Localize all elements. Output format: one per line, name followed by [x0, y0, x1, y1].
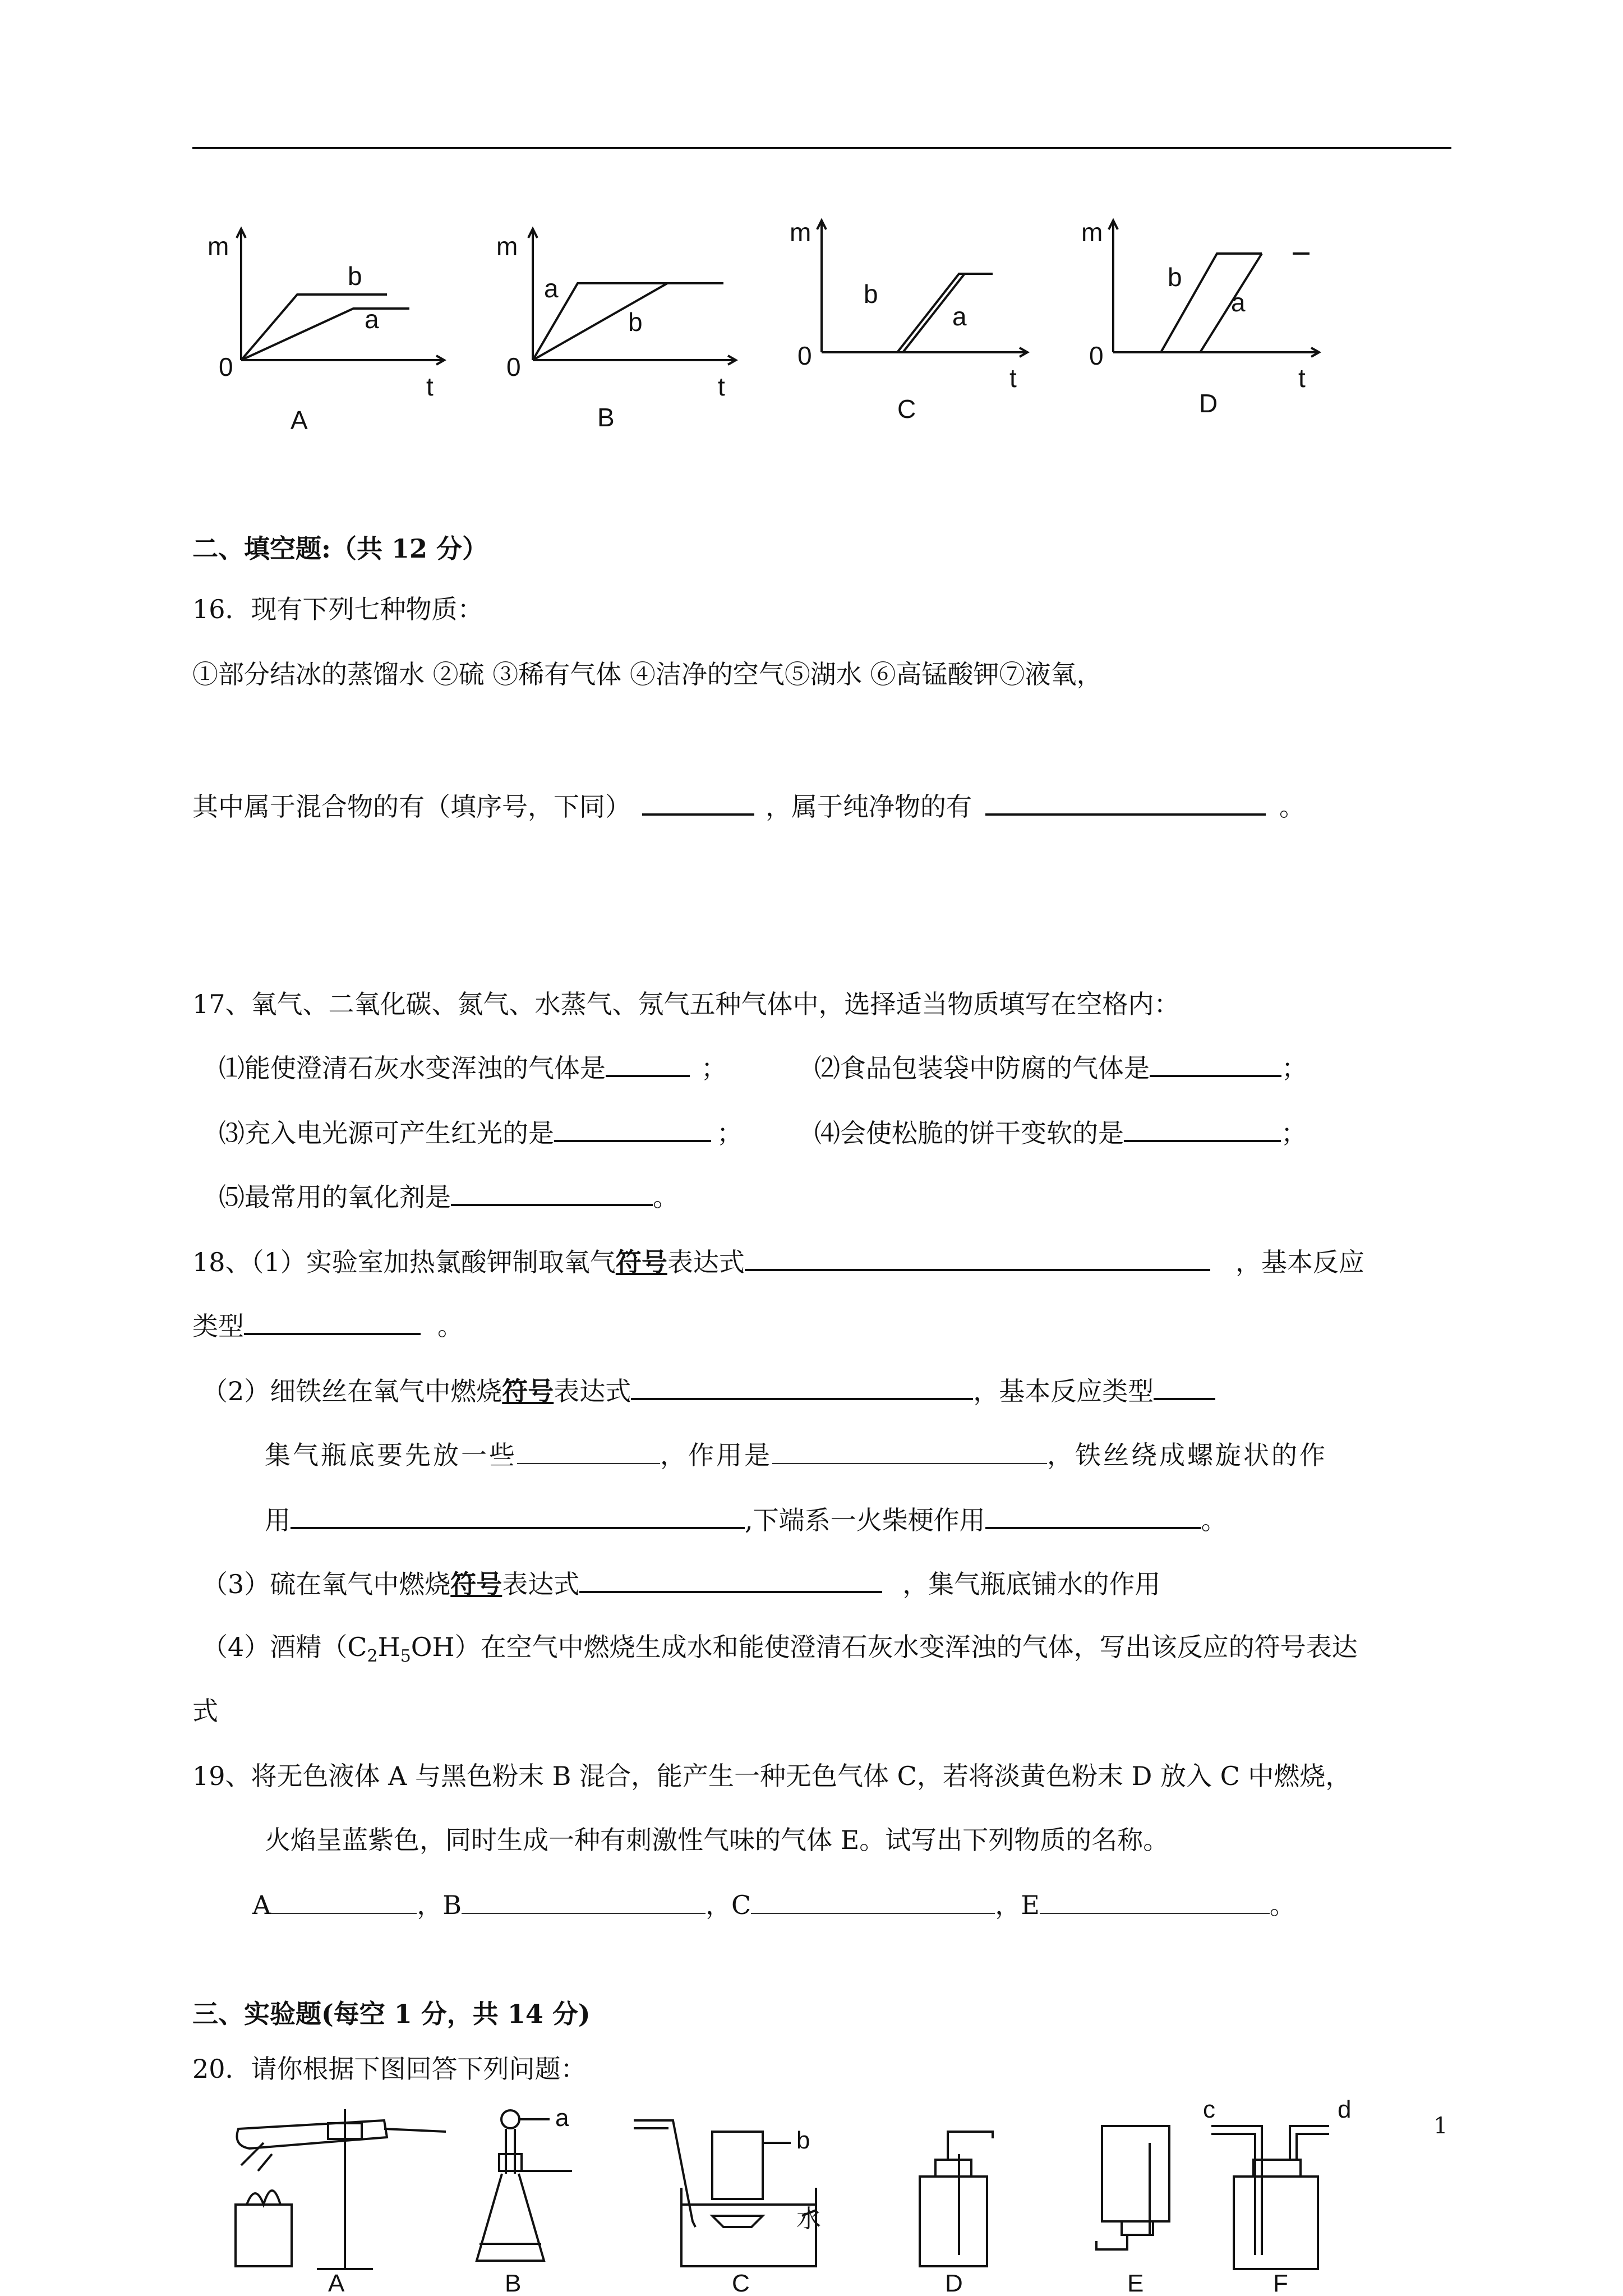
graph-a: [237, 229, 444, 365]
q18-line3: [202, 1373, 1215, 1408]
graph-c-letter: C: [897, 394, 916, 424]
q18-blank-2-function[interactable]: [772, 1438, 1047, 1464]
q17-p3-text: ⑶充入电光源可产生红光的是: [219, 1118, 554, 1148]
q19-c: ，C: [706, 1890, 751, 1920]
q18-blank-2-bottle[interactable]: [517, 1438, 660, 1464]
q16-prompt-mixture: 其中属于混合物的有（填序号，下同）: [192, 792, 631, 822]
apparatus-mark-water: 水: [796, 2205, 821, 2233]
q19-line1: 19、将无色液体 A 与黑色粉末 B 混合，能产生一种无色气体 C，若将淡黄色粉末 D 放入 C 中燃烧，: [192, 1761, 1352, 1791]
graph-b-m: m: [496, 232, 518, 261]
q20-line: 20．请你根据下图回答下列问题：: [192, 2054, 587, 2084]
apparatus-label-c: C: [732, 2270, 750, 2294]
q16-blank-pure[interactable]: [985, 789, 1266, 816]
q18-blank-1-type[interactable]: [244, 1308, 421, 1335]
graph-b-b: b: [628, 307, 643, 337]
q17-part4: [814, 1115, 1307, 1150]
q18-blank-3-expr[interactable]: [579, 1566, 882, 1593]
q18-2-expr: 表达式: [554, 1376, 631, 1406]
q18-2-type: ，基本反应类型: [973, 1376, 1154, 1406]
q19-blank-e[interactable]: [1040, 1888, 1270, 1914]
apparatus-label-f: F: [1273, 2270, 1288, 2294]
q17-part1: [219, 1050, 727, 1085]
q16-prompt-pure: ，属于纯净物的有: [766, 792, 972, 822]
q18-3-water: ，集气瓶底铺水的作用: [902, 1569, 1161, 1599]
q18-2-fuhao: 符号: [502, 1376, 554, 1406]
section3-title: 三、实验题(每空 1 分，共 14 分): [192, 1999, 591, 2029]
apparatus-label-d: D: [945, 2270, 963, 2294]
q19-e: ，E: [995, 1890, 1040, 1920]
q17-blank-5[interactable]: [451, 1179, 653, 1206]
q18-2-end: 。: [1201, 1505, 1227, 1535]
q19-end: 。: [1269, 1890, 1295, 1920]
q18-line7: [202, 1630, 1358, 1673]
apparatus-e: [1096, 2126, 1169, 2249]
graph-a-a: a: [365, 305, 379, 334]
q18-3-fuhao: 符号: [450, 1569, 502, 1599]
q18-blank-2-spiral[interactable]: [291, 1502, 745, 1529]
graph-a-t: t: [426, 372, 434, 401]
apparatus-c: [634, 2120, 816, 2266]
q17-p4-semi: ；: [1281, 1118, 1307, 1148]
q17-intro: 17、氧气、二氧化碳、氮气、水蒸气、氖气五种气体中，选择适当物质填写在空格内：: [192, 989, 1180, 1019]
q17-p4-text: ⑷会使松脆的饼干变软的是: [814, 1118, 1124, 1148]
q18-1-type: ，基本反应: [1235, 1247, 1364, 1277]
q18-2-match-text: ,下端系一火柴梗作用: [745, 1505, 985, 1535]
q19-line3: [252, 1888, 1295, 1922]
graph-d-m: m: [1081, 218, 1103, 247]
q16-blank-mixture[interactable]: [642, 789, 754, 816]
q16-line3: [192, 789, 1305, 823]
q18-2-text: （2）细铁丝在氧气中燃烧: [202, 1376, 502, 1406]
q18-1-type-label: 类型: [192, 1311, 244, 1341]
graph-d-t: t: [1298, 364, 1306, 393]
graph-c-a: a: [952, 302, 967, 331]
q18-2-bottle-text: 集气瓶底要先放一些: [265, 1440, 517, 1470]
q18-2-spiral-text: ，铁丝绕成螺旋状的作: [1047, 1440, 1327, 1470]
graph-b-t: t: [718, 372, 725, 401]
graph-c-line-b: [822, 274, 993, 352]
graph-d: [1109, 220, 1319, 357]
q18-1-fuhao: 符号: [615, 1247, 667, 1277]
q18-line1: [192, 1244, 1364, 1279]
graph-c-o: 0: [797, 341, 812, 370]
q18-line5: [265, 1502, 1227, 1537]
q17-p3-semi: ；: [717, 1118, 743, 1148]
graph-d-letter: D: [1199, 389, 1218, 418]
graph-a-m: m: [208, 232, 229, 261]
q17-p5-text: ⑸最常用的氧化剂是: [219, 1182, 451, 1212]
graph-d-a: a: [1231, 288, 1246, 317]
q19-line2: 火焰呈蓝紫色，同时生成一种有刺激性气味的气体 E。试写出下列物质的名称。: [265, 1825, 1169, 1855]
q18-blank-1-expr[interactable]: [745, 1244, 1210, 1271]
q16-line2: ①部分结冰的蒸馏水 ②硫 ③稀有气体 ④洁净的空气⑤湖水 ⑥高锰酸钾⑦液氧，: [192, 659, 1103, 689]
graph-d-b: b: [1168, 263, 1182, 292]
q18-line2: [192, 1308, 463, 1343]
graph-b-letter: B: [597, 403, 615, 432]
q17-p2-text: ⑵食品包装袋中防腐的气体是: [814, 1053, 1150, 1083]
graph-a-b: b: [348, 261, 362, 291]
q18-3-expr: 表达式: [502, 1569, 580, 1599]
q18-2-use: 用: [265, 1505, 291, 1535]
q18-1-end: 。: [437, 1311, 463, 1341]
header-rule: [192, 147, 1451, 149]
graph-d-o: 0: [1089, 341, 1104, 370]
q16-end: 。: [1279, 792, 1305, 822]
graph-c: [817, 220, 1027, 357]
q18-1-expr: 表达式: [667, 1247, 745, 1277]
q18-line8: 式: [192, 1696, 218, 1726]
q19-a: A: [252, 1890, 271, 1920]
q19-blank-c[interactable]: [751, 1888, 995, 1914]
q17-p1-text: ⑴能使澄清石灰水变浑浊的气体是: [219, 1053, 606, 1083]
q17-p2-semi: ；: [1281, 1053, 1307, 1083]
apparatus-label-b: B: [505, 2270, 522, 2294]
q17-part2: [814, 1050, 1307, 1085]
q18-4-text-mid: H: [377, 1632, 400, 1662]
graphs-figure: [185, 213, 1363, 449]
q18-4-sub1: 2: [367, 1646, 378, 1667]
graph-c-t: t: [1009, 364, 1017, 393]
apparatus-mark-b: b: [796, 2127, 810, 2154]
apparatus-mark-d: d: [1338, 2098, 1352, 2123]
q18-line6: [202, 1566, 1160, 1601]
graph-b-a: a: [544, 274, 559, 303]
page-number: 1: [1433, 2113, 1448, 2139]
q18-4-text-b: OH）在空气中燃烧生成水和能使澄清石灰水变浑浊的气体，写出该反应的符号表达: [411, 1632, 1358, 1662]
q19-blank-b[interactable]: [462, 1888, 706, 1914]
apparatus-f: [1211, 2126, 1329, 2269]
graph-a-o: 0: [219, 352, 233, 381]
q19-blank-a[interactable]: [271, 1888, 417, 1914]
graph-a-letter: A: [291, 406, 308, 435]
q17-blank-2[interactable]: [1150, 1050, 1281, 1077]
apparatus-d: [920, 2132, 993, 2266]
graph-b-o: 0: [506, 352, 521, 381]
q17-p1-semi: ；: [701, 1053, 727, 1083]
apparatus-mark-c: c: [1203, 2098, 1215, 2123]
q17-blank-3[interactable]: [554, 1115, 711, 1142]
apparatus-figure: [224, 2098, 1481, 2294]
section2-title: 二、填空题:（共 12 分）: [192, 533, 488, 564]
q18-blank-2-match[interactable]: [985, 1502, 1201, 1529]
apparatus-label-e: E: [1127, 2270, 1144, 2294]
q17-p5-period: 。: [653, 1182, 679, 1212]
apparatus-b: [477, 2110, 572, 2261]
q18-1-text: 18、（1）实验室加热氯酸钾制取氧气: [192, 1247, 616, 1277]
graph-c-m: m: [790, 218, 811, 247]
q17-part5: [219, 1179, 679, 1214]
apparatus-a: [236, 2109, 446, 2269]
apparatus-mark-a: a: [555, 2104, 569, 2132]
apparatus-label-a: A: [328, 2270, 345, 2294]
graph-a-line-a: [241, 309, 409, 360]
q17-blank-4[interactable]: [1124, 1115, 1281, 1142]
q17-part3: [219, 1115, 743, 1150]
graph-c-b: b: [864, 279, 878, 309]
q17-blank-1[interactable]: [606, 1050, 690, 1077]
q18-2-function-text: ，作用是: [660, 1440, 772, 1470]
q18-line4: [265, 1438, 1327, 1472]
q19-b: ，B: [417, 1890, 462, 1920]
q16-line1: 16．现有下列七种物质：: [192, 594, 483, 624]
q18-4-text-a: （4）酒精（C: [202, 1632, 367, 1662]
q18-blank-2-type[interactable]: [1154, 1373, 1215, 1400]
graph-b: [528, 229, 736, 365]
q18-3-text: （3）硫在氧气中燃烧: [202, 1569, 451, 1599]
q18-blank-2-expr[interactable]: [631, 1373, 973, 1400]
q18-4-sub2: 5: [400, 1646, 411, 1667]
